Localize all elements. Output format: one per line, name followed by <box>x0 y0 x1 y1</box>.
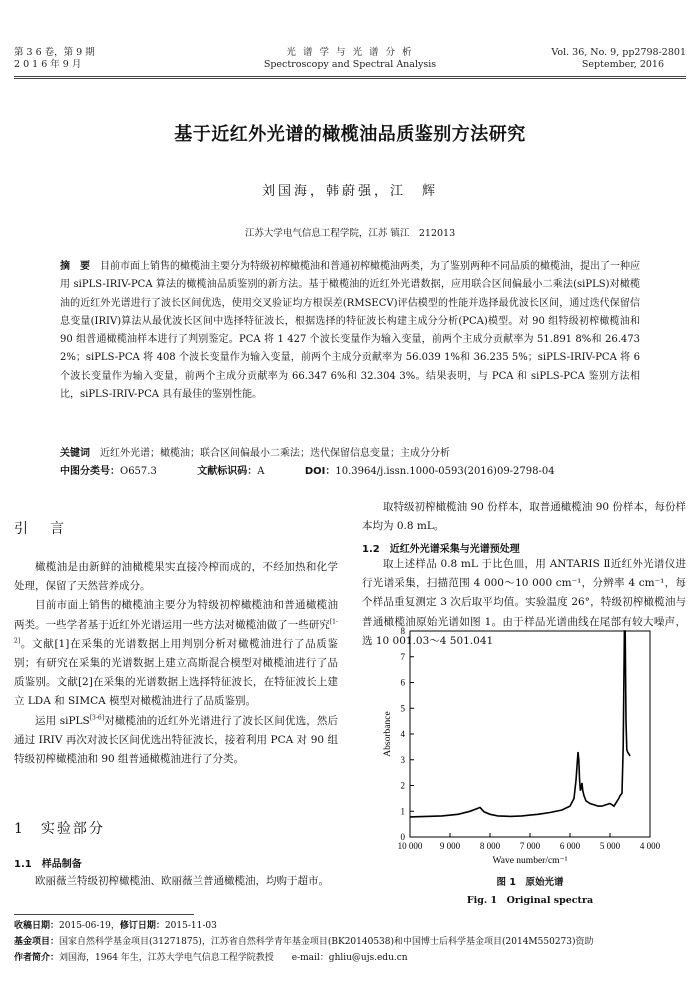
y-tick-label: 4 <box>400 729 405 739</box>
author-bio-line: 作者简介：刘国海，1964 年生，江苏大学电气信息工程学院教授 e-mail：ghliu@ujs.edu.cn <box>14 953 408 963</box>
journal-en: Spectroscopy and Spectral Analysis <box>263 59 437 70</box>
classification <box>60 465 650 479</box>
citation-1-2[interactable]: [1-2] <box>14 618 338 645</box>
intro-paragraph-3: 运用 siPLS[3-6]对橄榄油的近红外光谱进行了波长区间优选，然后通过 IRIV 再次对波长区间优选出特征波长，接着利用 PCA 对 90 组特级初榨橄榄油和 90 组普通橄榄油进行了分类。 <box>14 714 338 766</box>
citation-3-6[interactable]: [3-6] <box>89 714 105 722</box>
journal-cn: 光 谱 学 与 光 谱 分 析 <box>286 47 414 58</box>
volume-cn: 第 3 6 卷，第 9 期 <box>14 47 95 58</box>
section-1-1-heading: 1.1 样品制备 <box>14 859 82 870</box>
figure-caption-en: Fig. 1 Original spectra <box>466 895 594 906</box>
x-tick-label: 7 000 <box>519 841 541 851</box>
date-cn: 2 0 1 6 年 9 月 <box>14 59 82 70</box>
header-volume <box>14 47 95 71</box>
y-tick-label: 0 <box>400 832 405 842</box>
x-tick-label: 9 000 <box>439 841 461 851</box>
affiliation: 江苏大学电气信息工程学院，江苏 镇江 212013 <box>244 228 456 239</box>
y-tick-label: 7 <box>400 651 405 662</box>
y-tick-label: 1 <box>400 806 405 817</box>
footer-rule <box>14 914 194 915</box>
sample-paragraph: 取特级初榨橄榄油 90 份样本，取普通橄榄油 90 份样本，每份样本均为 0.8 mL。 <box>362 501 686 533</box>
doc-code-value: A <box>257 466 265 477</box>
x-tick-label: 5 000 <box>599 841 621 851</box>
authors: 刘国海，韩蔚强，江 辉 <box>261 184 438 199</box>
fund-line: 基金项目：国家自然科学基金项目(31271875)，江苏省自然科学青年基金项目(BK20140538)和中国博士后科学基金项目(2014M550273)资助 <box>14 937 594 947</box>
doi-label: DOI： <box>304 466 336 477</box>
x-tick-label: 6 000 <box>559 841 581 851</box>
header-rule-thin <box>14 78 686 79</box>
y-tick-label: 5 <box>400 703 405 714</box>
paper-title: 基于近红外光谱的橄榄油品质鉴别方法研究 <box>174 124 526 145</box>
x-axis-label: Wave number/cm⁻¹ <box>492 856 568 866</box>
x-tick-label: 4 000 <box>639 841 661 851</box>
clc-label: 中图分类号： <box>60 466 120 477</box>
section-1-1-body: 欧丽薇兰特级初榨橄榄油、欧丽薇兰普通橄榄油，均购于超市。 <box>35 875 329 887</box>
y-tick-label: 2 <box>400 780 405 791</box>
dates-line: 收稿日期：2015-06-19，修订日期：2015-11-03 <box>14 921 217 931</box>
header-journal <box>200 47 500 71</box>
intro-heading: 引 言 <box>14 521 68 537</box>
abstract <box>60 258 640 404</box>
clc-value: O657.3 <box>120 466 157 477</box>
header-rule <box>14 76 686 77</box>
keywords <box>60 447 650 461</box>
intro-paragraph-2: 目前市面上销售的橄榄油主要分为特级初榨橄榄油和普通橄榄油两类。一些学者基于近红外光谱运用一些方法对橄榄油做了一些研究[1-2]。文献[1]在采集的光谱数据上用判别分析对橄榄油进行了品质鉴别；有研究在采集的光谱数据上建立高斯混合模型对橄榄油进行了品质鉴别。文献[2]在采集的光谱数据上选择特征波长，在特征波长上建立 LDA 和 SIMCA 模型对橄榄油进行了品质鉴别。 <box>14 599 338 708</box>
figure-caption-cn: 图 1 原始光谱 <box>496 877 564 888</box>
section-1-2-heading: 1.2 近红外光谱采集与光谱预处理 <box>362 544 520 555</box>
y-tick-label: 8 <box>400 626 405 636</box>
y-tick-label: 6 <box>400 677 405 688</box>
abstract-label: 摘 要 <box>60 261 90 272</box>
y-tick-label: 3 <box>400 754 405 765</box>
spectra-chart <box>380 625 680 870</box>
doc-code-label: 文献标识码： <box>197 466 258 477</box>
abstract-text: 目前市面上销售的橄榄油主要分为特级初榨橄榄油和普通初榨橄榄油两类，为了鉴别两种不同品质的橄榄油，提出了一种应用 siPLS-IRIV-PCA 算法的橄榄油品质鉴别的新方法。基于橄榄油的近红外光谱数据，应用联合区间偏最小二乘法(siPLS)对橄榄油的近红外光谱进行了波长区间优选，使用交叉验证均方根误差(RMSECV)评估模型的性能并选择最优波长区间，通过迭代保留信息变量(IRIV)算法从最优波长区间中选择特征波长，根据选择的特征波长构建主成分分析(PCA)模型。对 90 组特级初榨橄榄油和 90 组普通橄榄油样本进行了判别鉴定。PCA 将 1 427 个波长变量作为输入变量，前两个主成分贡献率为 51.891 8%和 26.473 2%；siPLS-PCA 将 408 个波长变量作为输入变量，前两个主成分贡献率为 56.039 1%和 36.235 5%；siPLS-IRIV-PCA 将 6 个波长变量作为输入变量，前两个主成分贡献率为 66.347 6%和 32.304 3%。结果表明，与 PCA 和 siPLS-PCA 鉴别方法相比，siPLS-IRIV-PCA 具有最佳的鉴别性能。 <box>60 261 640 401</box>
doi-value: 10.3964/j.issn.1000-0593(2016)09-2798-04 <box>335 466 555 477</box>
volume-en: Vol. 36, No. 9, pp2798-2801 <box>551 47 686 58</box>
x-tick-label: 10 000 <box>397 841 423 851</box>
header-issue <box>551 47 686 71</box>
experimental-heading: 1 实验部分 <box>14 821 105 837</box>
spectrum-line <box>410 631 630 817</box>
y-axis-label: Absorbance <box>383 711 393 757</box>
intro-paragraph-1: 橄榄油是由新鲜的油橄榄果实直接冷榨而成的，不经加热和化学处理，保留了天然营养成分。 <box>14 561 338 593</box>
footer-notes <box>14 918 694 966</box>
section-1-2-body: 取上述样品 0.8 mL 于比色皿，用 ANTARIS Ⅱ近红外光谱仪进行光谱采集，扫描范围 4 000～10 000 cm⁻¹，分辨率 4 cm⁻¹，每个样品重复测定 3 次后取平均值。实验温度 26°，特级初榨橄榄油与普通橄榄油原始光谱如图 1。由于样品光谱曲线在尾部有较大噪声，选 10 001.03～4 501.041 <box>362 558 686 647</box>
x-tick-label: 8 000 <box>479 841 501 851</box>
keywords-label: 关键词 <box>60 448 90 459</box>
intro-body <box>14 558 338 769</box>
keywords-text: 近红外光谱；橄榄油；联合区间偏最小二乘法；迭代保留信息变量；主成分分析 <box>100 448 450 459</box>
date-en: September, 2016 <box>581 59 664 70</box>
